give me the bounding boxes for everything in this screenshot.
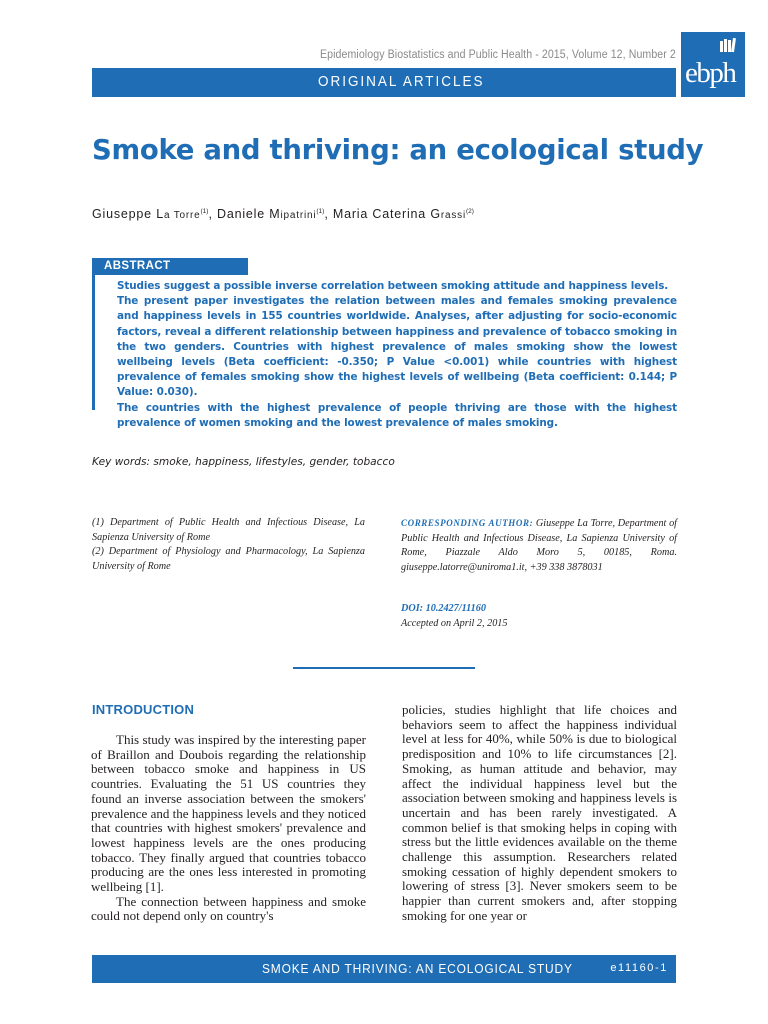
doi-label: DOI: xyxy=(401,603,424,614)
abstract-label: ABSTRACT xyxy=(95,258,248,275)
abstract-paragraph: The countries with the highest prevalence of people thriving are those with the highest prevalence of women smoking and the lowest prevalence of males smoking. xyxy=(117,401,677,429)
body-column-right xyxy=(402,703,677,924)
doi-link[interactable]: 10.2427/11160 xyxy=(425,603,486,614)
author: Maria Caterina Grassi$^{(2)}$ xyxy=(332,207,474,221)
affiliation: (2) Department of Physiology and Pharmacology, La Sapienza University of Rome xyxy=(92,546,365,572)
abstract-paragraph: Studies suggest a possible inverse correlation between smoking attitude and happiness levels. xyxy=(117,280,669,292)
author: Giuseppe La Torre$^{(1)}$ xyxy=(92,207,209,221)
running-title: SMOKE AND THRIVING: AN ECOLOGICAL STUDY xyxy=(262,961,573,976)
journal-citation: Epidemiology Biostatistics and Public Health - 2015, Volume 12, Number 2 xyxy=(320,49,676,61)
body-paragraph: policies, studies highlight that life choices and behaviors seem to affect the happiness individual level at less for 40%, while 50% is due to biological predisposition and 10% to life circumstances [2]. Smoking, as human attitude and behavior, may affect the individual happiness level but the association between smoking and happiness levels is uncertain and has been rarely investigated. A common belief is that smoking helps in coping with stress but the little evidences available on the theme challenge this assumption. Researchers related smoking cessation of highly dependent smokers to lowering of stress [3]. Never smokers seem to be happier than current smokers and, after stopping smoking for one year or xyxy=(402,702,677,923)
doi-block xyxy=(401,602,677,631)
keywords: Key words: smoke, happiness, lifestyles, gender, tobacco xyxy=(92,456,395,468)
article-title: Smoke and thriving: an ecological study xyxy=(92,134,704,166)
books-icon xyxy=(719,37,739,53)
section-banner xyxy=(92,68,676,97)
affiliation: (1) Department of Public Health and Infectious Disease, La Sapienza University of Rome xyxy=(92,517,365,543)
section-label: ORIGINAL ARTICLES xyxy=(318,73,485,90)
body-paragraph: The connection between happiness and smoke could not depend only on country's xyxy=(91,893,366,924)
introduction-heading: INTRODUCTION xyxy=(92,702,195,717)
logo-text: ebph xyxy=(685,57,736,89)
abstract-text xyxy=(117,279,677,431)
corresponding-text[interactable]: Giuseppe La Torre, Department of Public Health and Infectious Disease, La Sapienza University of Rome, Piazzale Aldo Moro 5, 00185, Roma. giuseppe.latorre@uniroma1.it, +39 338 3878031 xyxy=(401,518,678,573)
footer-banner xyxy=(92,955,676,983)
corresponding-label: CORRESPONDING AUTHOR: xyxy=(401,518,534,528)
accepted-date: Accepted on April 2, 2015 xyxy=(401,617,508,629)
author: Daniele Mipatrini$^{(1)}$ xyxy=(217,207,325,221)
page-id: e11160-1 xyxy=(610,962,668,974)
abstract-paragraph: The present paper investigates the relation between males and females smoking prevalence and happiness levels in 155 countries worldwide. Analyses, after adjusting for socio-economic factors, reveal a different relationship between happiness and prevalence of tobacco smoking in the two genders. Countries with highest prevalence of males smoking show the lowest wellbeing levels (Beta coefficient: -0.350; P Value <0.001) while countries with highest prevalence of females smoking show the highest levels of wellbeing (Beta coefficient: 0.144; P Value: 0.030). xyxy=(117,295,677,399)
author-list: Giuseppe La Torre$^{(1)}$, Daniele Mipatrini$^{(1)}$, Maria Caterina Grassi$^{(2)}$ xyxy=(92,207,474,221)
section-divider xyxy=(293,667,475,669)
journal-logo xyxy=(681,32,745,97)
body-paragraph: This study was inspired by the interesting paper of Braillon and Doubois regarding the relationship between tobacco smoke and happiness in US countries. Evaluating the 51 US countries they found an inverse association between the smokers' prevalence and the happiness levels and they noticed that countries with highest smokers' prevalence and lowest happiness levels are the ones producing tobacco. They finally argued that countries tobacco producing are the ones less interested in promoting wellbeing [1]. xyxy=(91,732,366,895)
body-column-left xyxy=(91,733,366,924)
affiliations xyxy=(92,516,365,574)
abstract-rule xyxy=(92,258,95,410)
corresponding-author xyxy=(401,516,677,575)
